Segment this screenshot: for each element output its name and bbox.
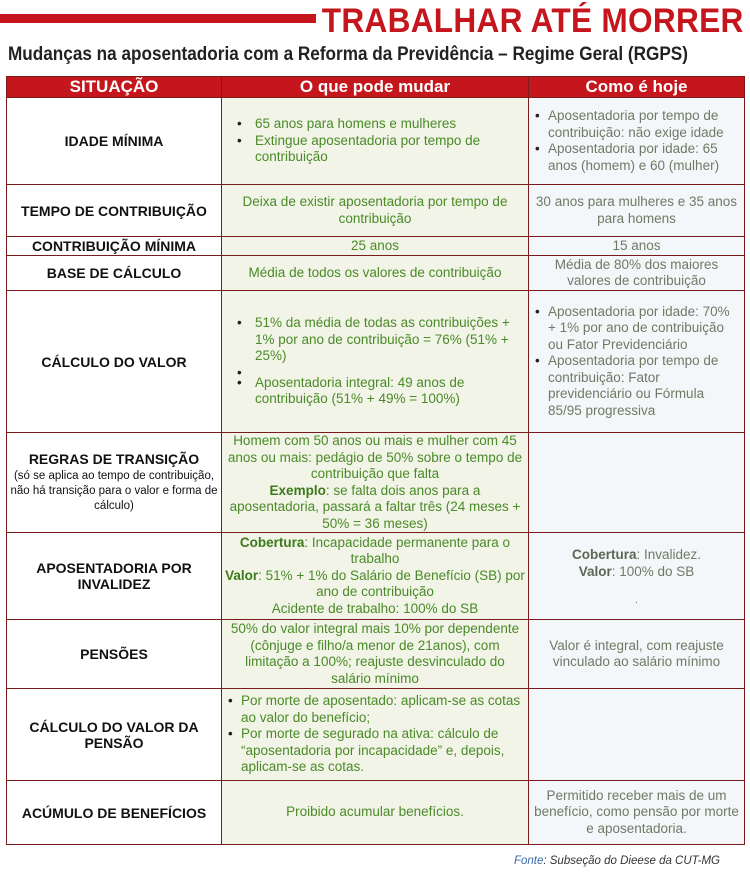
page-title: TRABALHAR ATÉ MORRER	[322, 2, 744, 40]
list-item: • 65 anos para homens e mulheres	[225, 116, 525, 133]
table-row	[7, 98, 745, 185]
row-title: REGRAS DE TRANSIÇÃO	[28, 451, 200, 467]
today-cell	[529, 433, 745, 533]
list-item: • Aposentadoria por tempo de contribuição: Fator previdenciário ou Fórmula 85/95 progressiva	[532, 353, 741, 419]
today-cell: 15 anos	[529, 237, 745, 256]
table-row	[7, 533, 745, 620]
list-item: • 51% da média de todas as contribuições + 1% por ano de contribuição = 76% (51% + 25%)	[225, 315, 525, 365]
row-label: BASE DE CÁLCULO	[7, 256, 222, 291]
change-cell	[222, 433, 529, 533]
row-label: ACÚMULO DE BENEFÍCIOS	[7, 781, 222, 845]
accident-text: Acidente de trabalho: 100% do SB	[271, 600, 479, 616]
row-label: CÁLCULO DO VALOR DA PENSÃO	[7, 689, 222, 781]
today-cell	[529, 533, 745, 620]
source-text: : Subseção do Dieese da CUT-MG	[543, 855, 720, 867]
list-item: • Por morte de segurado na ativa: cálculo de “aposentadoria por incapacidade” e, depois, aplicam-se as cotas.	[225, 726, 525, 776]
table-row	[7, 620, 745, 689]
table-row	[7, 256, 745, 291]
source-credit	[514, 855, 720, 867]
header-o-que-pode-mudar: O que pode mudar	[222, 77, 529, 98]
today-cell: Valor é integral, com reajuste vinculado ao salário mínimo	[529, 620, 745, 689]
table-row	[7, 237, 745, 256]
coverage-text: : Incapacidade permanente para o trabalho	[304, 534, 511, 567]
table-row	[7, 185, 745, 237]
change-cell: Média de todos os valores de contribuição	[222, 256, 529, 291]
change-cell	[222, 533, 529, 620]
table-row	[7, 781, 745, 845]
list-item: • Aposentadoria integral: 49 anos de contribuição (51% + 49% = 100%)	[225, 375, 525, 408]
change-cell: 25 anos	[222, 237, 529, 256]
row-label: APOSENTADORIA POR INVALIDEZ	[7, 533, 222, 620]
list-item: • Aposentadoria por tempo de contribuição: não exige idade	[532, 108, 741, 141]
row-label: CÁLCULO DO VALOR	[7, 291, 222, 433]
source-label: Fonte	[513, 855, 544, 867]
change-text: Homem com 50 anos ou mais e mulher com 45 anos ou mais: pedágio de 50% sobre o tempo de contribuição que falta	[227, 433, 523, 481]
list-item: • Aposentadoria por idade: 65 anos (homem) e 60 (mulher)	[532, 141, 741, 174]
value-text: : 51% + 1% do Salário de Benefício (SB) por ano de contribuição	[258, 567, 525, 600]
today-cell	[529, 689, 745, 781]
value-label: Valor	[578, 563, 612, 579]
page-subtitle: Mudanças na aposentadoria com a Reforma da Previdência – Regime Geral (RGPS)	[8, 43, 688, 65]
title-rule	[0, 14, 316, 23]
change-cell	[222, 689, 529, 781]
change-cell	[222, 98, 529, 185]
list-spacer	[225, 365, 525, 375]
table-row	[7, 689, 745, 781]
today-cell	[529, 98, 745, 185]
row-label: TEMPO DE CONTRIBUIÇÃO	[7, 185, 222, 237]
example-text: : se falta dois anos para a aposentadoria, passará a faltar três (24 meses + 50% = 36 meses)	[229, 482, 521, 531]
today-cell: 30 anos para mulheres e 35 anos para homens	[529, 185, 745, 237]
row-label: PENSÕES	[7, 620, 222, 689]
value-label: Valor	[225, 567, 259, 583]
change-cell: Deixa de existir aposentadoria por tempo de contribuição	[222, 185, 529, 237]
coverage-label: Cobertura	[239, 534, 305, 550]
list-item: • Extingue aposentadoria por tempo de contribuição	[225, 133, 525, 166]
change-cell	[222, 291, 529, 433]
stray-dot: .	[635, 594, 638, 606]
row-label: IDADE MÍNIMA	[7, 98, 222, 185]
table-header-row	[7, 77, 745, 98]
header-como-e-hoje: Como é hoje	[529, 77, 745, 98]
list-item: • Por morte de aposentado: aplicam-se as cotas ao valor do benefício;	[225, 693, 525, 726]
table-row	[7, 433, 745, 533]
today-cell: Média de 80% dos maiores valores de contribuição	[529, 256, 745, 291]
today-cell	[529, 291, 745, 433]
list-item: • Aposentadoria por idade: 70% + 1% por ano de contribuição ou Fator Previdenciário	[532, 304, 741, 354]
table-row	[7, 291, 745, 433]
today-cell: Permitido receber mais de um benefício, como pensão por morte e aposentadoria.	[529, 781, 745, 845]
row-label: CONTRIBUIÇÃO MÍNIMA	[7, 237, 222, 256]
change-cell: Proibido acumular benefícios.	[222, 781, 529, 845]
row-note: (só se aplica ao tempo de contribuição, não há transição para o valor e forma de cálculo)	[10, 470, 218, 512]
comparison-table	[6, 76, 745, 845]
coverage-label: Cobertura	[571, 547, 637, 563]
header-situacao: SITUAÇÃO	[7, 77, 222, 98]
example-label: Exemplo	[269, 482, 326, 498]
value-text: : 100% do SB	[611, 563, 695, 579]
coverage-text: : Invalidez.	[636, 547, 702, 563]
change-cell: 50% do valor integral mais 10% por dependente (cônjuge e filho/a menor de 21anos), com limitação a 100%; reajuste desvinculado do salário mínimo	[222, 620, 529, 689]
row-label	[7, 433, 222, 533]
